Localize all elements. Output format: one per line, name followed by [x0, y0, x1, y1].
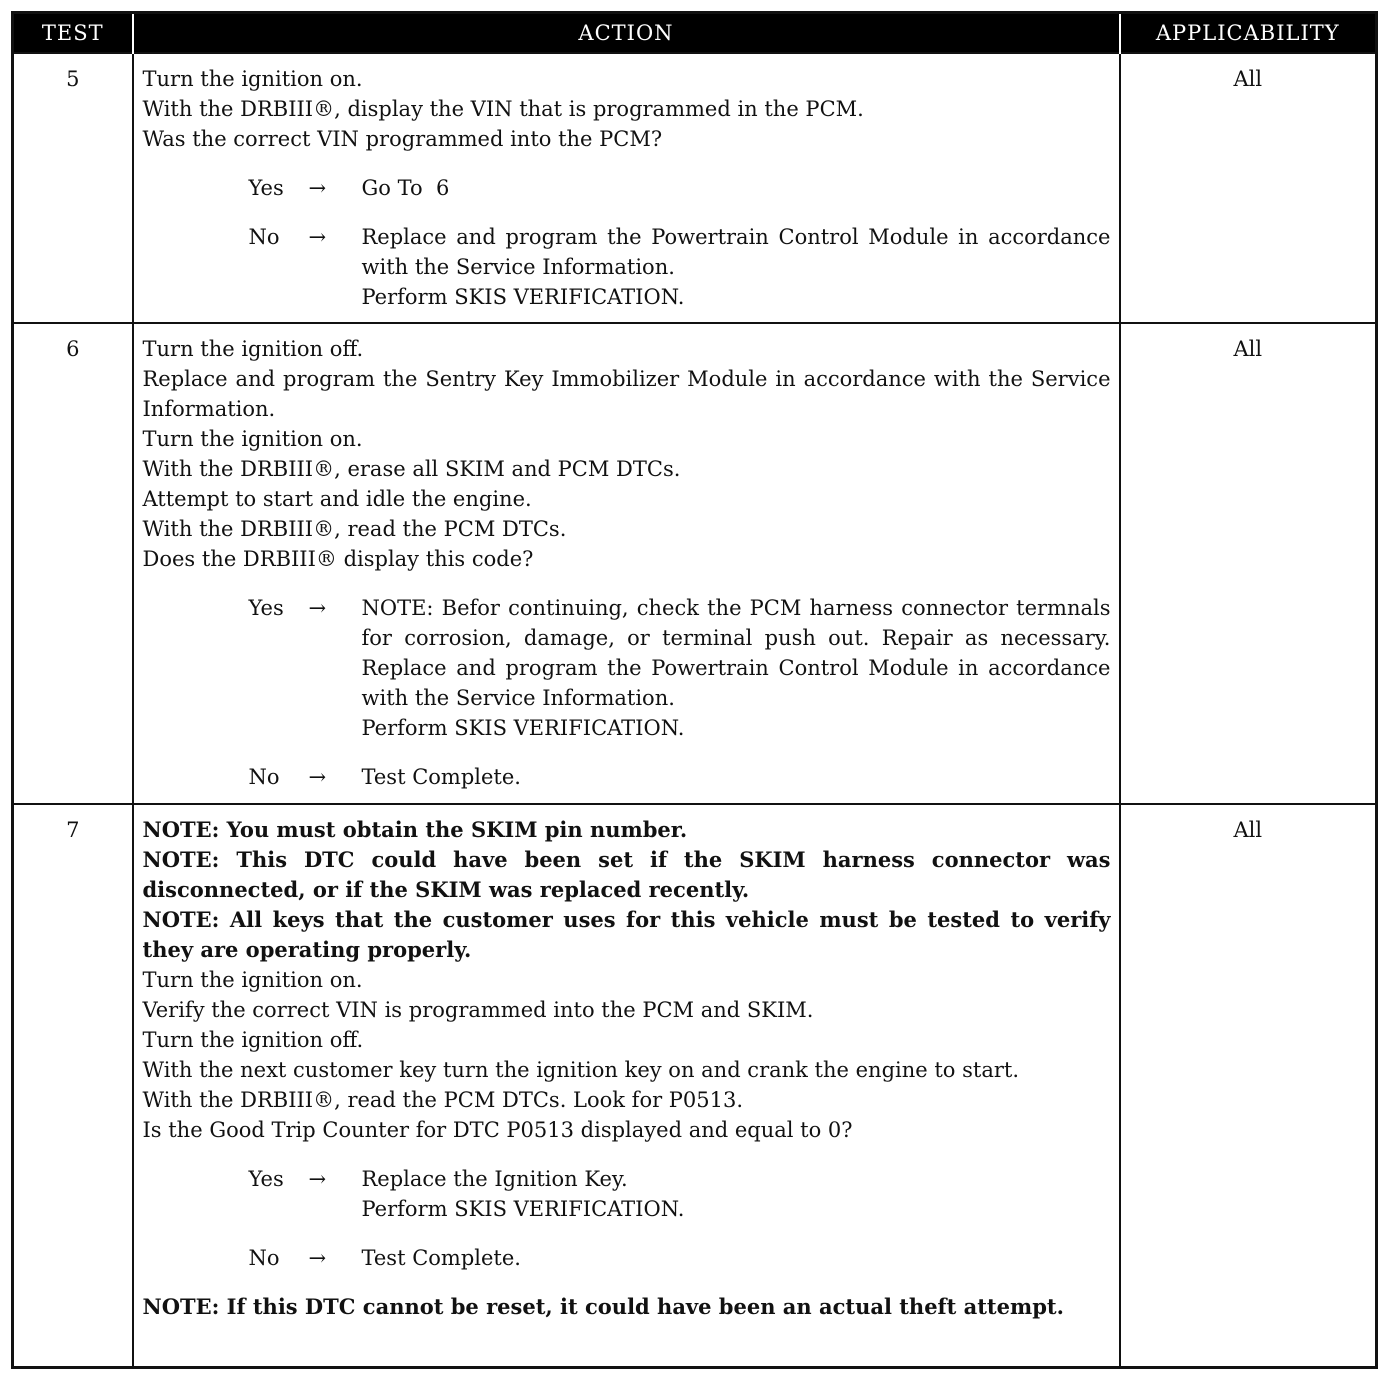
no-text: Perform SKIS VERIFICATION. [361, 285, 685, 309]
action-step: With the DRBIII®, read the PCM DTCs. [142, 517, 567, 541]
action-cell [133, 53, 1120, 323]
table-row [13, 323, 1377, 804]
no-label: No [248, 1246, 280, 1270]
yes-result [143, 1164, 1111, 1224]
no-text: Replace and program the Powertrain Control Module in accordance with the Service Information. [361, 225, 1111, 279]
action-step: Turn the ignition on. [142, 67, 363, 91]
arrow-icon: → [308, 596, 327, 620]
header-action: ACTION [133, 13, 1120, 54]
action-step: Turn the ignition off. [142, 1028, 364, 1052]
arrow-icon: → [308, 225, 327, 249]
test-number: 6 [13, 323, 133, 804]
action-step: Is the Good Trip Counter for DTC P0513 displayed and equal to 0? [142, 1118, 853, 1142]
arrow-icon: → [308, 1167, 327, 1191]
test-number: 5 [13, 53, 133, 323]
yes-text: NOTE: Befor continuing, check the PCM harness connector termnals for corrosion, damage, or terminal push out. Repair as necessary. Replace and program the Powertrain Control Module in accordance with the Service Information. [361, 596, 1111, 710]
action-step: With the DRBIII®, read the PCM DTCs. Look for P0513. [142, 1088, 744, 1112]
no-result [143, 762, 1111, 792]
table-header-row [13, 13, 1377, 54]
applicability-value: All [1120, 323, 1377, 804]
arrow-icon: → [308, 176, 327, 200]
no-text: Test Complete. [361, 1246, 521, 1270]
action-step: Was the correct VIN programmed into the PCM? [142, 127, 663, 151]
no-result [143, 1243, 1111, 1273]
yes-text: Go To 6 [361, 176, 450, 200]
action-step: With the DRBIII®, display the VIN that is programmed in the PCM. [142, 97, 864, 121]
action-cell [133, 323, 1120, 804]
table-row [13, 53, 1377, 323]
action-note: NOTE: You must obtain the SKIM pin number. [142, 817, 688, 842]
table-row [13, 804, 1377, 1367]
no-label: No [248, 225, 280, 249]
action-note: NOTE: This DTC could have been set if the SKIM harness connector was disconnected, or if the SKIM was replaced recently. [142, 847, 1111, 902]
action-step: Turn the ignition on. [142, 968, 363, 992]
action-step: With the DRBIII®, erase all SKIM and PCM DTCs. [142, 457, 681, 481]
test-number: 7 [13, 804, 133, 1367]
applicability-value: All [1120, 804, 1377, 1367]
action-step: Replace and program the Sentry Key Immobilizer Module in accordance with the Service Information. [142, 367, 1111, 421]
action-note: NOTE: All keys that the customer uses for this vehicle must be tested to verify they are operating properly. [142, 907, 1111, 962]
action-step: Does the DRBIII® display this code? [142, 547, 534, 571]
applicability-value: All [1120, 53, 1377, 323]
yes-text: Replace the Ignition Key. [361, 1167, 628, 1191]
yes-text: Perform SKIS VERIFICATION. [361, 716, 685, 740]
yes-result [143, 173, 1111, 203]
action-cell [133, 804, 1120, 1367]
yes-label: Yes [248, 1167, 284, 1191]
no-result [143, 222, 1111, 312]
action-step: Turn the ignition on. [142, 427, 363, 451]
yes-label: Yes [248, 176, 284, 200]
no-label: No [248, 765, 280, 789]
yes-text: Perform SKIS VERIFICATION. [361, 1197, 685, 1221]
action-step: Turn the ignition off. [142, 337, 364, 361]
action-step: With the next customer key turn the ignition key on and crank the engine to start. [142, 1058, 1020, 1082]
yes-label: Yes [248, 596, 284, 620]
diagnostic-test-table [11, 11, 1378, 1369]
header-test: TEST [13, 13, 133, 54]
header-applicability: APPLICABILITY [1120, 13, 1377, 54]
arrow-icon: → [308, 765, 327, 789]
action-step: Attempt to start and idle the engine. [142, 487, 532, 511]
final-note: NOTE: If this DTC cannot be reset, it could have been an actual theft attempt. [142, 1294, 1064, 1319]
action-step: Verify the correct VIN is programmed into the PCM and SKIM. [142, 998, 814, 1022]
no-text: Test Complete. [361, 765, 521, 789]
yes-result [143, 593, 1111, 743]
arrow-icon: → [308, 1246, 327, 1270]
